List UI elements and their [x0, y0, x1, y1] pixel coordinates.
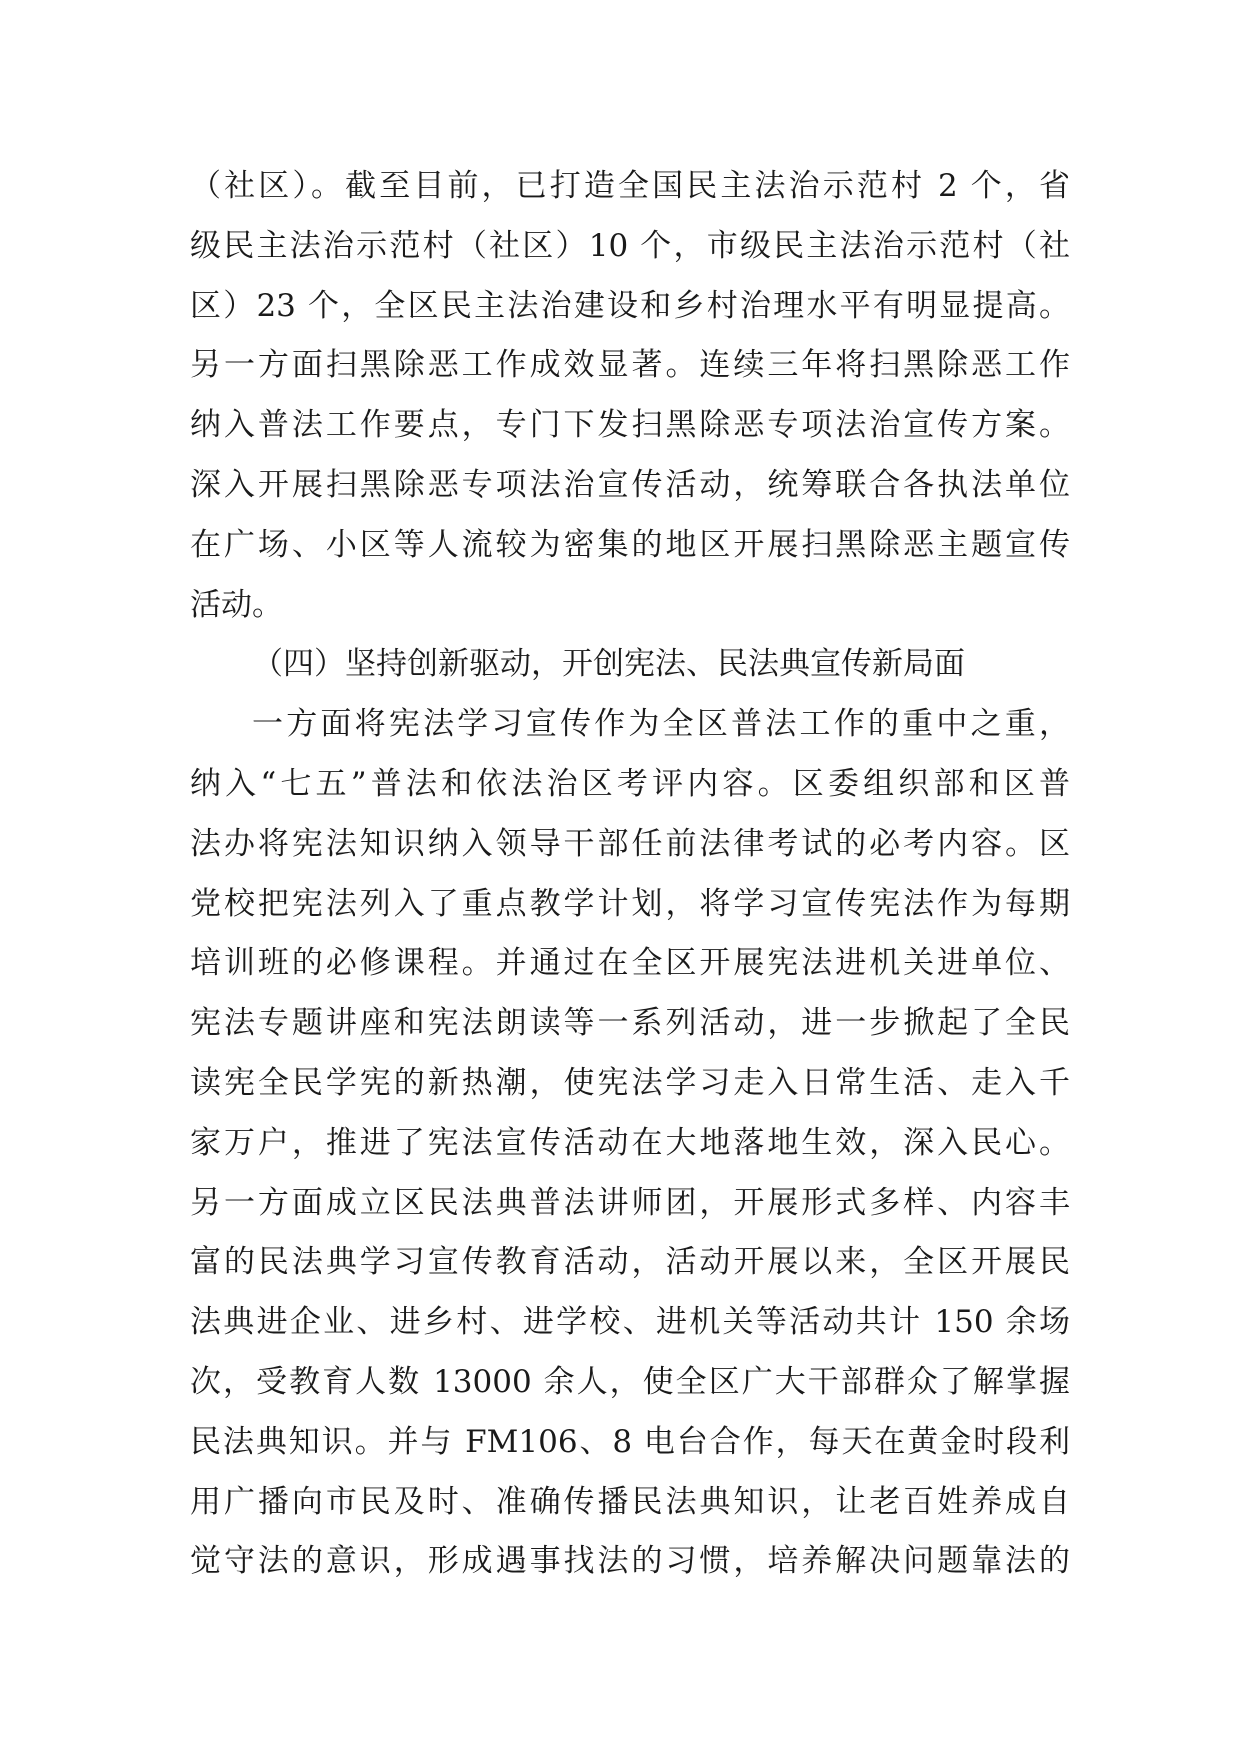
text-line: 培训班的必修课程。并通过在全区开展宪法进机关进单位、: [190, 945, 1070, 982]
text-line: 富的民法典学习宣传教育活动，活动开展以来，全区开展民: [190, 1244, 1070, 1281]
text-line: 宪法专题讲座和宪法朗读等一系列活动，进一步掀起了全民: [190, 1005, 1070, 1042]
text-line: 次，受教育人数 13000 余人，使全区广大干部群众了解掌握: [190, 1363, 1070, 1400]
text-line: 深入开展扫黑除恶专项法治宣传活动，统筹联合各执法单位: [190, 466, 1070, 503]
text-line: 读宪全民学宪的新热潮，使宪法学习走入日常生活、走入千: [190, 1064, 1070, 1101]
text-line: 纳入普法工作要点，专门下发扫黑除恶专项法治宣传方案。: [190, 407, 1070, 444]
text-line: 法办将宪法知识纳入领导干部任前法律考试的必考内容。区: [190, 825, 1070, 862]
text-line: 区）23 个，全区民主法治建设和乡村治理水平有明显提高。: [190, 287, 1070, 324]
text-line: 党校把宪法列入了重点教学计划，将学习宣传宪法作为每期: [190, 885, 1070, 922]
text-line: 活动。: [190, 586, 283, 623]
section-heading: （四）坚持创新驱动，开创宪法、民法典宣传新局面: [252, 646, 965, 683]
text-line: 纳入“七五”普法和依法治区考评内容。区委组织部和区普: [190, 765, 1070, 802]
text-line: 民法典知识。并与 FM106、8 电台合作，每天在黄金时段利: [190, 1423, 1070, 1460]
text-line: 另一方面扫黑除恶工作成效显著。连续三年将扫黑除恶工作: [190, 347, 1070, 384]
text-line: 家万户，推进了宪法宣传活动在大地落地生效，深入民心。: [190, 1124, 1070, 1161]
text-line: 在广场、小区等人流较为密集的地区开展扫黑除恶主题宣传: [190, 526, 1070, 563]
text-line: （社区）。截至目前，已打造全国民主法治示范村 2 个，省: [190, 168, 1070, 204]
text-line: 级民主法治示范村（社区）10 个，市级民主法治示范村（社: [190, 227, 1070, 264]
text-line: 另一方面成立区民法典普法讲师团，开展形式多样、内容丰: [190, 1184, 1070, 1221]
text-line: 法典进企业、进乡村、进学校、进机关等活动共计 150 余场: [190, 1304, 1070, 1341]
body-text: [190, 157, 1070, 1592]
text-line: 一方面将宪法学习宣传作为全区普法工作的重中之重，: [252, 706, 1070, 743]
text-line: 觉守法的意识，形成遇事找法的习惯，培养解决问题靠法的: [190, 1543, 1070, 1580]
text-line: 用广播向市民及时、准确传播民法典知识，让老百姓养成自: [190, 1483, 1070, 1520]
